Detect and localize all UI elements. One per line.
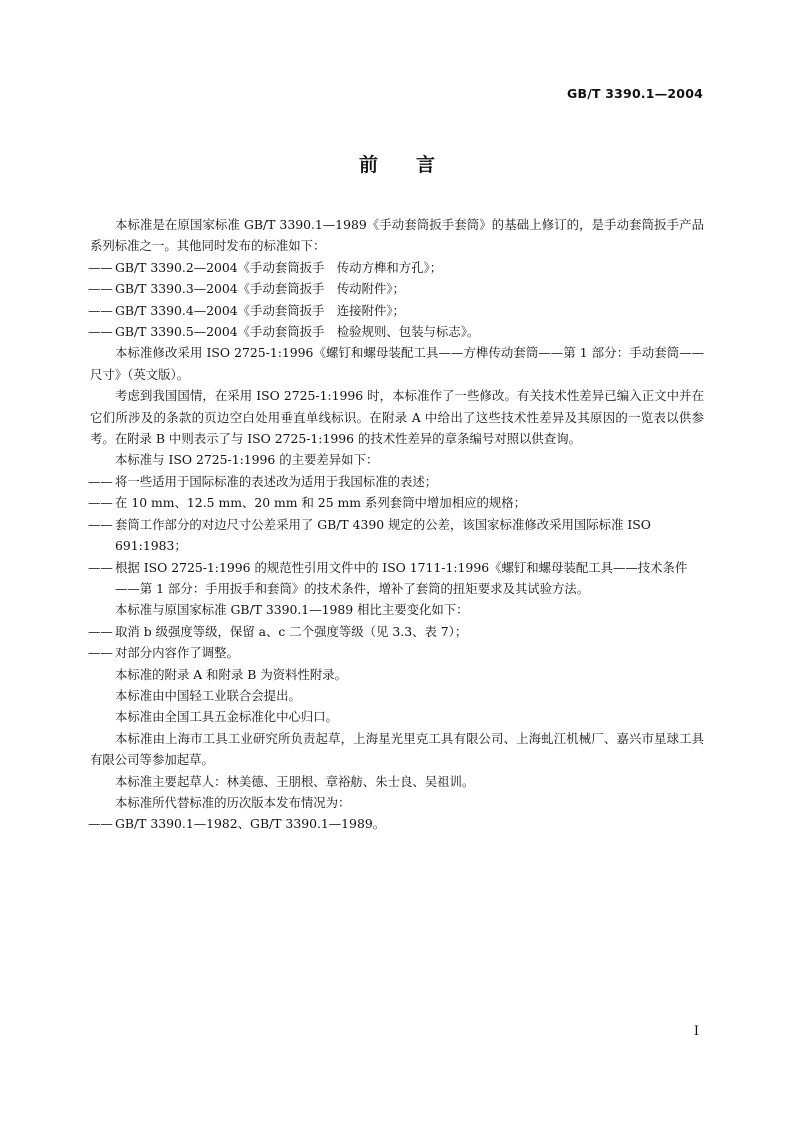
list-item-text: 取消 b 级强度等级，保留 a、c 二个强度等级（见 3.3、表 7）； [115, 623, 468, 639]
list-item-text: 将一些适用于国际标准的表述改为适用于我国标准的表述； [115, 473, 438, 489]
list-item-text: 在 10 mm、12.5 mm、20 mm 和 25 mm 系列套筒中增加相应的规格； [115, 495, 527, 511]
dash-mark: —— [88, 623, 113, 639]
paragraph: 本标准的附录 A 和附录 B 为资料性附录。 [115, 666, 348, 682]
list-item-text: GB/T 3390.1—1982、GB/T 3390.1—1989。 [115, 816, 386, 832]
list-item-text: 对部分内容作了调整。 [115, 645, 239, 661]
dash-mark: —— [88, 516, 113, 532]
dash-mark: —— [88, 559, 113, 575]
list-item [88, 642, 704, 663]
list-item [88, 321, 704, 342]
list-item [88, 300, 704, 321]
dash-mark: —— [88, 324, 113, 340]
list-item [88, 257, 704, 278]
dash-mark: —— [88, 259, 113, 275]
list-item [88, 557, 704, 600]
list-item-text: 根据 ISO 2725-1:1996 的规范性引用文件中的 ISO 1711-1:1996《螺钉和螺母装配工具——技术条件——第 1 部分：手用扳手和套筒》的技术条件，增补了套筒的扭矩要求及其试验方法。 [115, 559, 688, 596]
list-item-text: GB/T 3390.4—2004《手动套筒扳手 连接附件》； [115, 302, 405, 318]
paragraph: 本标准修改采用 ISO 2725-1:1996《螺钉和螺母装配工具——方榫传动套筒——第 1 部分：手动套筒——尺寸》（英文版）。 [90, 345, 704, 382]
paragraph: 考虑到我国国情，在采用 ISO 2725-1:1996 时，本标准作了一些修改。有关技术性差异已编入正文中并在它们所涉及的条款的页边空白处用垂直单线标识。在附录 A 中给出了这些技术性差异及其原因的一览表以供参考。在附录 B 中则表示了与 ISO 2725-1:1996 的技术性差异的章条编号对照以供查询。 [90, 388, 704, 447]
dash-mark: —— [88, 473, 113, 489]
paragraph: 本标准是在原国家标准 GB/T 3390.1—1989《手动套筒扳手套筒》的基础上修订的，是手动套筒扳手产品系列标准之一。其他同时发布的标准如下： [90, 217, 704, 254]
paragraph: 本标准由全国工具五金标准化中心归口。 [115, 709, 339, 725]
list-item [88, 813, 704, 834]
document-body [90, 214, 704, 835]
paragraph: 本标准所代替标准的历次版本发布情况为： [115, 794, 351, 810]
list-item-text: GB/T 3390.5—2004《手动套筒扳手 检验规则、包装与标志》。 [115, 324, 480, 340]
paragraph: 本标准与 ISO 2725-1:1996 的主要差异如下： [115, 452, 379, 468]
paragraph: 本标准由中国轻工业联合会提出。 [115, 687, 301, 703]
dash-mark: —— [88, 816, 113, 832]
dash-mark: —— [88, 645, 113, 661]
page-title: 前 言 [358, 154, 435, 176]
list-item [88, 492, 704, 513]
list-item [88, 621, 704, 642]
list-item-text: 套筒工作部分的对边尺寸公差采用了 GB/T 4390 规定的公差，该国家标准修改采用国际标准 ISO 691:1983； [115, 516, 651, 554]
list-item-text: GB/T 3390.3—2004《手动套筒扳手 传动附件》； [115, 281, 405, 297]
dash-mark: —— [88, 281, 113, 297]
list-item-text: GB/T 3390.2—2004《手动套筒扳手 传动方榫和方孔》； [115, 259, 443, 275]
paragraph: 本标准与原国家标准 GB/T 3390.1—1989 相比主要变化如下： [115, 602, 469, 618]
paragraph: 本标准主要起草人：林美德、王朋根、章裕舫、朱士良、吴祖训。 [115, 773, 475, 789]
page-number: I [693, 1024, 699, 1039]
paragraph: 本标准由上海市工具工业研究所负责起草，上海星光里克工具有限公司、上海虬江机械厂、嘉兴市星球工具有限公司等参加起草。 [90, 730, 704, 768]
list-item [88, 471, 704, 492]
dash-mark: —— [88, 302, 113, 318]
standard-code: GB/T 3390.1—2004 [567, 86, 703, 101]
dash-mark: —— [88, 495, 113, 511]
list-item [88, 278, 704, 299]
list-item [88, 514, 704, 557]
